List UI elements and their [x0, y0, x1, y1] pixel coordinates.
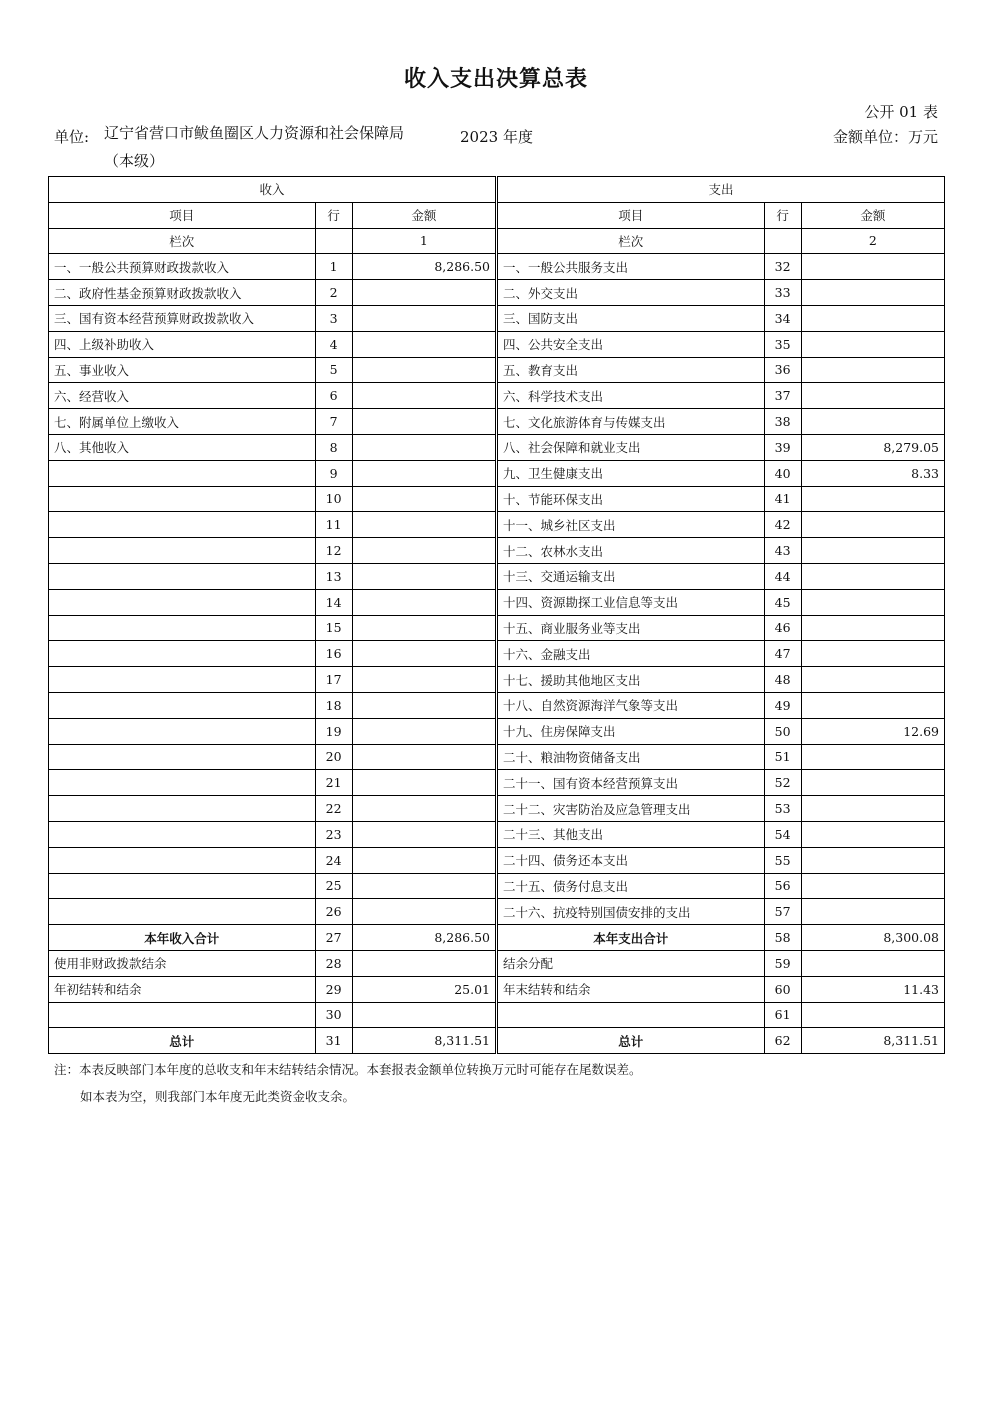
income-amount	[352, 641, 495, 667]
column-index-row	[49, 228, 945, 254]
income-item: 一、一般公共预算财政拨款收入	[49, 254, 316, 280]
table-row	[49, 331, 945, 357]
income-row-no: 27	[315, 925, 352, 951]
income-amount	[352, 692, 495, 718]
income-row-no: 21	[315, 770, 352, 796]
expense-amount	[801, 280, 944, 306]
income-amount	[352, 899, 495, 925]
income-index-label: 栏次	[49, 228, 316, 254]
expense-amount: 11.43	[801, 976, 944, 1002]
expense-amount	[801, 563, 944, 589]
expense-item: 十四、资源勘探工业信息等支出	[497, 589, 764, 615]
expense-row-no: 48	[764, 667, 801, 693]
table-row	[49, 950, 945, 976]
expense-item: 五、教育支出	[497, 357, 764, 383]
expense-item: 十五、商业服务业等支出	[497, 615, 764, 641]
income-item: 三、国有资本经营预算财政拨款收入	[49, 305, 316, 331]
income-item	[49, 486, 316, 512]
table-row	[49, 280, 945, 306]
expense-col-no: 2	[801, 228, 944, 254]
income-row-no: 7	[315, 409, 352, 435]
expense-row-no: 38	[764, 409, 801, 435]
income-item: 八、其他收入	[49, 434, 316, 460]
unit-name: 辽宁省营口市鲅鱼圈区人力资源和社会保障局（本级）	[104, 124, 405, 170]
expense-row-no: 59	[764, 950, 801, 976]
income-amount: 8,286.50	[352, 925, 495, 951]
note-empty-text: 如本表为空，则我部门本年度无此类资金收支余。	[80, 1089, 356, 1104]
table-row	[49, 563, 945, 589]
table-row	[49, 692, 945, 718]
income-row-no: 2	[315, 280, 352, 306]
expense-item: 结余分配	[497, 950, 764, 976]
expense-amount	[801, 899, 944, 925]
income-item	[49, 770, 316, 796]
expense-row-no: 40	[764, 460, 801, 486]
table-row	[49, 254, 945, 280]
income-row-no: 28	[315, 950, 352, 976]
income-row-no: 4	[315, 331, 352, 357]
expense-item: 十八、自然资源海洋气象等支出	[497, 692, 764, 718]
table-row	[49, 744, 945, 770]
expense-row-no: 62	[764, 1028, 801, 1054]
expense-row-no: 42	[764, 512, 801, 538]
expense-amount	[801, 305, 944, 331]
income-row-no: 19	[315, 718, 352, 744]
expense-item: 二十一、国有资本经营预算支出	[497, 770, 764, 796]
expense-amount: 12.69	[801, 718, 944, 744]
expense-amount	[801, 770, 944, 796]
income-row-no: 22	[315, 796, 352, 822]
income-item	[49, 821, 316, 847]
expense-amount: 8,279.05	[801, 434, 944, 460]
expense-amount	[801, 383, 944, 409]
table-row	[49, 460, 945, 486]
report-year: 2023 年度	[460, 128, 533, 146]
income-amount	[352, 821, 495, 847]
expense-row-no: 47	[764, 641, 801, 667]
expense-amount	[801, 873, 944, 899]
income-item: 年初结转和结余	[49, 976, 316, 1002]
income-amount	[352, 512, 495, 538]
income-amount-header: 金额	[352, 202, 495, 228]
income-row-no: 10	[315, 486, 352, 512]
income-amount	[352, 1002, 495, 1028]
income-amount	[352, 305, 495, 331]
table-row	[49, 925, 945, 951]
expense-amount	[801, 796, 944, 822]
income-header: 收入	[49, 177, 496, 203]
note-text: 注：本表反映部门本年度的总收支和年末结转结余情况。本套报表金额单位转换万元时可能存在尾数误差。	[54, 1062, 642, 1077]
income-row-no: 15	[315, 615, 352, 641]
income-row-no: 9	[315, 460, 352, 486]
income-row-header: 行	[315, 202, 352, 228]
expense-item: 十三、交通运输支出	[497, 563, 764, 589]
expense-amount	[801, 512, 944, 538]
expense-row-no: 37	[764, 383, 801, 409]
income-item	[49, 718, 316, 744]
income-amount	[352, 460, 495, 486]
table-row	[49, 512, 945, 538]
income-row-no: 23	[315, 821, 352, 847]
expense-item: 八、社会保障和就业支出	[497, 434, 764, 460]
expense-row-no: 57	[764, 899, 801, 925]
expense-row-no: 44	[764, 563, 801, 589]
income-item	[49, 563, 316, 589]
income-item	[49, 1002, 316, 1028]
income-amount	[352, 873, 495, 899]
expense-row-no: 53	[764, 796, 801, 822]
income-item: 使用非财政拨款结余	[49, 950, 316, 976]
expense-item: 本年支出合计	[497, 925, 764, 951]
expense-amount	[801, 641, 944, 667]
income-item	[49, 667, 316, 693]
income-row-no: 24	[315, 847, 352, 873]
expense-item: 三、国防支出	[497, 305, 764, 331]
income-row-no: 12	[315, 538, 352, 564]
income-row-no: 13	[315, 563, 352, 589]
income-amount	[352, 357, 495, 383]
expense-amount: 8.33	[801, 460, 944, 486]
income-row-no: 8	[315, 434, 352, 460]
expense-row-no: 41	[764, 486, 801, 512]
table-row	[49, 589, 945, 615]
income-item	[49, 589, 316, 615]
expense-row-no: 58	[764, 925, 801, 951]
income-item	[49, 512, 316, 538]
income-row-no: 18	[315, 692, 352, 718]
expense-row-no: 33	[764, 280, 801, 306]
income-row-no: 11	[315, 512, 352, 538]
expense-row-no: 39	[764, 434, 801, 460]
expense-row-no: 60	[764, 976, 801, 1002]
expense-item: 四、公共安全支出	[497, 331, 764, 357]
income-amount	[352, 796, 495, 822]
expense-item: 二十四、债务还本支出	[497, 847, 764, 873]
income-item	[49, 615, 316, 641]
expense-item: 十一、城乡社区支出	[497, 512, 764, 538]
income-amount	[352, 434, 495, 460]
expense-item: 十七、援助其他地区支出	[497, 667, 764, 693]
expense-row-no: 54	[764, 821, 801, 847]
table-row	[49, 615, 945, 641]
expense-index-label: 栏次	[497, 228, 764, 254]
income-item-header: 项目	[49, 202, 316, 228]
expense-amount: 8,300.08	[801, 925, 944, 951]
income-item	[49, 847, 316, 873]
table-row	[49, 718, 945, 744]
page-title: 收入支出决算总表	[403, 67, 588, 92]
expense-row-no: 52	[764, 770, 801, 796]
expense-amount	[801, 692, 944, 718]
expense-amount: 8,311.51	[801, 1028, 944, 1054]
expense-item: 九、卫生健康支出	[497, 460, 764, 486]
income-amount	[352, 847, 495, 873]
expense-item: 二十五、债务付息支出	[497, 873, 764, 899]
expense-amount	[801, 950, 944, 976]
expense-amount-header: 金额	[801, 202, 944, 228]
income-amount	[352, 486, 495, 512]
income-row-no: 31	[315, 1028, 352, 1054]
expense-row-header: 行	[764, 202, 801, 228]
income-amount	[352, 331, 495, 357]
income-item: 二、政府性基金预算财政拨款收入	[49, 280, 316, 306]
income-amount: 25.01	[352, 976, 495, 1002]
expense-amount	[801, 615, 944, 641]
expense-amount	[801, 538, 944, 564]
income-amount	[352, 615, 495, 641]
section-header-row	[49, 177, 945, 203]
income-row-no: 14	[315, 589, 352, 615]
income-item: 本年收入合计	[49, 925, 316, 951]
expense-item: 十六、金融支出	[497, 641, 764, 667]
income-amount	[352, 538, 495, 564]
expense-item: 一、一般公共服务支出	[497, 254, 764, 280]
unit-label: 单位:	[54, 128, 90, 146]
table-row	[49, 976, 945, 1002]
expense-item: 二十、粮油物资储备支出	[497, 744, 764, 770]
expense-item: 六、科学技术支出	[497, 383, 764, 409]
table-row	[49, 899, 945, 925]
expense-item: 十、节能环保支出	[497, 486, 764, 512]
income-row-no: 25	[315, 873, 352, 899]
expense-amount	[801, 744, 944, 770]
table-row	[49, 667, 945, 693]
income-row-no: 5	[315, 357, 352, 383]
expense-amount	[801, 486, 944, 512]
expense-item: 十九、住房保障支出	[497, 718, 764, 744]
income-amount	[352, 589, 495, 615]
income-item: 五、事业收入	[49, 357, 316, 383]
expense-amount	[801, 1002, 944, 1028]
income-item	[49, 641, 316, 667]
income-row-no: 26	[315, 899, 352, 925]
income-col-no: 1	[352, 228, 495, 254]
expense-header: 支出	[497, 177, 944, 203]
table-row	[49, 847, 945, 873]
income-amount	[352, 409, 495, 435]
income-item	[49, 744, 316, 770]
expense-row-no: 49	[764, 692, 801, 718]
income-item: 七、附属单位上缴收入	[49, 409, 316, 435]
expense-amount	[801, 409, 944, 435]
expense-amount	[801, 667, 944, 693]
table-row	[49, 434, 945, 460]
expense-row-no: 35	[764, 331, 801, 357]
expense-row-no: 55	[764, 847, 801, 873]
table-row	[49, 821, 945, 847]
income-amount: 8,286.50	[352, 254, 495, 280]
income-amount	[352, 383, 495, 409]
column-header-row	[49, 202, 945, 228]
income-item: 四、上级补助收入	[49, 331, 316, 357]
income-amount	[352, 770, 495, 796]
income-row-no: 30	[315, 1002, 352, 1028]
form-code: 公开 01 表	[864, 103, 938, 121]
table-row	[49, 383, 945, 409]
expense-row-no: 51	[764, 744, 801, 770]
table-row	[49, 357, 945, 383]
income-amount	[352, 667, 495, 693]
expense-row-no: 46	[764, 615, 801, 641]
money-unit: 金额单位：万元	[832, 128, 938, 146]
expense-row-no: 34	[764, 305, 801, 331]
table-row	[49, 538, 945, 564]
table-row	[49, 641, 945, 667]
expense-row-no: 45	[764, 589, 801, 615]
income-item	[49, 796, 316, 822]
income-row-no: 17	[315, 667, 352, 693]
income-item	[49, 899, 316, 925]
income-item	[49, 460, 316, 486]
income-row-no: 29	[315, 976, 352, 1002]
expense-item: 二十六、抗疫特别国债安排的支出	[497, 899, 764, 925]
expense-amount	[801, 254, 944, 280]
expense-item: 二、外交支出	[497, 280, 764, 306]
table-row	[49, 873, 945, 899]
expense-item: 总计	[497, 1028, 764, 1054]
expense-amount	[801, 357, 944, 383]
expense-amount	[801, 821, 944, 847]
expense-row-no: 50	[764, 718, 801, 744]
expense-item	[497, 1002, 764, 1028]
expense-item: 二十三、其他支出	[497, 821, 764, 847]
income-amount	[352, 563, 495, 589]
income-row-no: 20	[315, 744, 352, 770]
expense-amount	[801, 331, 944, 357]
expense-row-no: 36	[764, 357, 801, 383]
income-amount: 8,311.51	[352, 1028, 495, 1054]
income-item: 六、经营收入	[49, 383, 316, 409]
income-amount	[352, 280, 495, 306]
income-item	[49, 692, 316, 718]
expense-amount	[801, 847, 944, 873]
expense-item: 二十二、灾害防治及应急管理支出	[497, 796, 764, 822]
expense-amount	[801, 589, 944, 615]
expense-item: 十二、农林水支出	[497, 538, 764, 564]
table-row	[49, 409, 945, 435]
income-row-no: 1	[315, 254, 352, 280]
income-row-no: 3	[315, 305, 352, 331]
expense-item: 年末结转和结余	[497, 976, 764, 1002]
table-row	[49, 1028, 945, 1054]
income-amount	[352, 718, 495, 744]
expense-row-no: 61	[764, 1002, 801, 1028]
expense-item-header: 项目	[497, 202, 764, 228]
table-row	[49, 796, 945, 822]
income-row-no: 6	[315, 383, 352, 409]
income-item: 总计	[49, 1028, 316, 1054]
expense-row-no: 32	[764, 254, 801, 280]
table-row	[49, 1002, 945, 1028]
income-row-no: 16	[315, 641, 352, 667]
table-row	[49, 486, 945, 512]
income-amount	[352, 950, 495, 976]
income-item	[49, 873, 316, 899]
expense-row-no: 43	[764, 538, 801, 564]
expense-item: 七、文化旅游体育与传媒支出	[497, 409, 764, 435]
table-row	[49, 770, 945, 796]
income-expense-table	[48, 176, 945, 1054]
income-item	[49, 538, 316, 564]
income-amount	[352, 744, 495, 770]
expense-row-no: 56	[764, 873, 801, 899]
table-row	[49, 305, 945, 331]
